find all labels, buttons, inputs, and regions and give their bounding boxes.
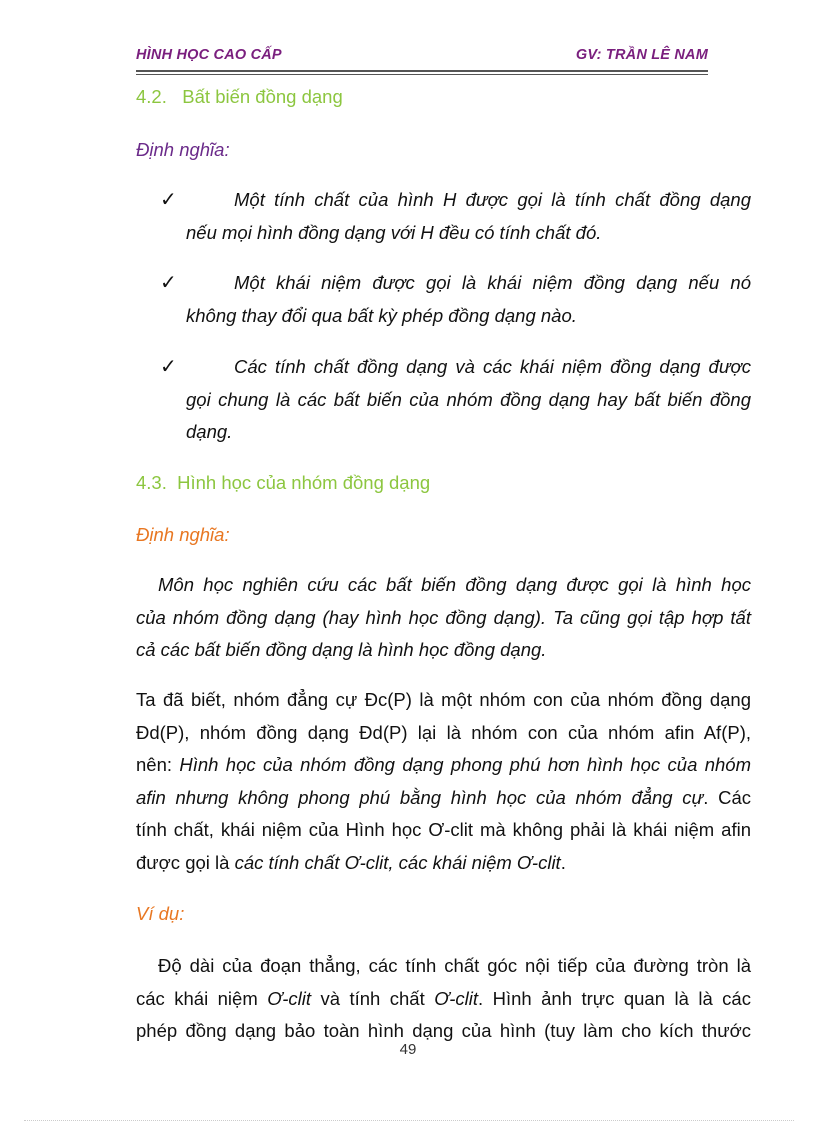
emphasis-text: Ơ-clit [267, 987, 311, 1009]
emphasis-text: Hình học của nhóm đồng dạng phong phú hơn hình học của nhóm [179, 754, 751, 775]
emphasis-text: Ơ-clit [434, 987, 478, 1009]
page-header [136, 47, 708, 69]
example-label: Ví dụ: [136, 903, 185, 924]
section-number: 4.2. [136, 86, 167, 107]
example-paragraph [136, 950, 751, 1048]
section-heading-4-3 [136, 472, 430, 494]
page-number: 49 [399, 1041, 417, 1058]
header-lecturer: GV: TRẦN LÊ NAM [575, 47, 708, 63]
bullet-item [186, 351, 751, 449]
bullet-line: Một tính chất của hình H được gọi là tính chất đồng dạng [234, 189, 751, 210]
header-course-title: HÌNH HỌC CAO CẤP [136, 47, 282, 63]
checkmark-icon: ✓ [160, 272, 177, 294]
definition-label: Định nghĩa: [136, 139, 230, 160]
definition-label: Định nghĩa: [136, 524, 230, 545]
section-heading-4-2 [136, 86, 343, 108]
paragraph-line: phép đồng dạng bảo toàn hình dạng của hình (tuy làm cho kích thước [136, 1020, 751, 1041]
paragraph-line: tính chất, khái niệm của Hình học Ơ-clit mà không phải là khái niệm afin [136, 819, 751, 840]
bullet-line: Một khái niệm được gọi là khái niệm đồng dạng nếu nó [234, 272, 751, 293]
paragraph-line: được gọi là các tính chất Ơ-clit, các khái niệm Ơ-clit. [136, 851, 566, 873]
paragraph-line: afin nhưng không phong phú bằng hình học của nhóm đẳng cự. Các [136, 786, 751, 808]
definition-line: cả các bất biến đồng dạng là hình học đồng dạng. [136, 639, 547, 660]
bullet-line: không thay đổi qua bất kỳ phép đồng dạng nào. [186, 304, 577, 326]
header-rule-thick [136, 70, 708, 72]
paragraph-line: Ta đã biết, nhóm đẳng cự Đc(P) là một nhóm con của nhóm đồng dạng [136, 689, 751, 710]
section-title: Hình học của nhóm đồng dạng [177, 472, 431, 493]
checkmark-icon: ✓ [160, 356, 177, 378]
paragraph-line: nên: Hình học của nhóm đồng dạng phong phú hơn hình học của nhóm [136, 754, 751, 775]
definition-line: Môn học nghiên cứu các bất biến đồng dạng được gọi là hình học [158, 574, 751, 595]
section-number: 4.3. [136, 472, 167, 493]
bullet-item [186, 184, 751, 249]
definition-line: của nhóm đồng dạng (hay hình học đồng dạng). Ta cũng gọi tập hợp tất [136, 606, 751, 628]
page-bottom-divider [24, 1120, 794, 1121]
paragraph-line: các khái niệm Ơ-clit và tính chất Ơ-clit. Hình ảnh trực quan là là các [136, 987, 751, 1009]
checkmark-icon: ✓ [160, 189, 177, 211]
paragraph-line: Đd(P), nhóm đồng dạng Đd(P) lại là nhóm con của nhóm afin Af(P), [136, 721, 751, 743]
body-paragraph [136, 684, 751, 879]
section-title: Bất biến đồng dạng [182, 86, 343, 107]
emphasis-text: các tính chất Ơ-clit, các khái niệm Ơ-clit [234, 851, 561, 873]
bullet-line: dạng. [186, 421, 233, 442]
paragraph-line: Độ dài của đoạn thẳng, các tính chất góc nội tiếp của đường tròn là [158, 955, 751, 976]
header-rule-thin [136, 74, 708, 75]
bullet-line: Các tính chất đồng dạng và các khái niệm đồng dạng được [234, 356, 751, 377]
bullet-line: nếu mọi hình đồng dạng với H đều có tính chất đó. [186, 221, 602, 243]
bullet-item [186, 267, 751, 332]
emphasis-text: afin nhưng không phong phú bằng hình học của nhóm đẳng cự [136, 786, 704, 808]
bullet-line: gọi chung là các bất biến của nhóm đồng dạng hay bất biến đồng [186, 388, 751, 410]
definition-paragraph [136, 569, 751, 667]
